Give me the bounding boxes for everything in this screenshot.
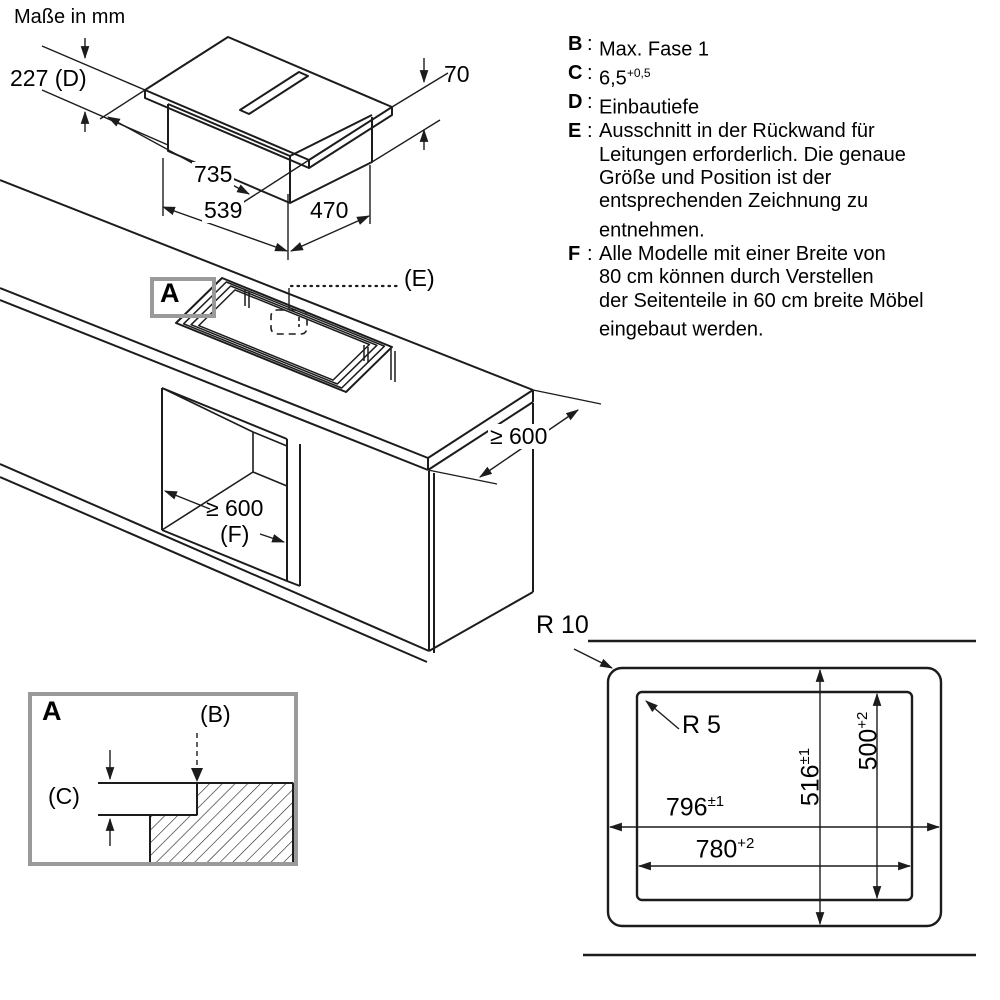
hob-dimension-lines [42,38,448,260]
units-note: Maße in mm [14,6,126,28]
legend-item-b: B : Max. Fase 1 [568,33,710,61]
legend-key: B [568,33,583,55]
dim-cabinet-width-600: ≥ 600 [206,495,264,521]
legend-item-c: C : $6,5^{+0,5}$ [568,62,651,90]
legend-key: F [568,242,581,265]
chamfer-label-b: (B) [200,701,231,727]
detail-a-title: A [42,696,62,726]
counter-isometric-drawing [0,180,601,662]
legend-key: D [568,91,583,114]
legend-text: Alle Modelle mit einer Breite von 80 cm können durch Verstellen der Seitenteile in 60 cm breite Möbel eingebaut werden. [599,242,924,341]
rear-cutout-ref-label: (E) [404,265,435,291]
dim-glass-width-735: 735 [194,161,233,187]
legend-text: Ausschnitt in der Rückwand für Leitungen erforderlich. Die genaue Größe und Position ist der entsprechenden Zeichnung zu entnehmen. [599,120,906,242]
dim-body-height-70: 70 [444,61,470,87]
detail-marker-label: A [160,278,180,308]
dim-cutout-width-780: $780^{+2}$ [695,835,755,864]
plinth-lines [0,464,429,662]
legend-key: E [568,120,582,143]
hob-vent-slot [240,72,308,114]
legend-key: C [568,62,583,85]
hob-isometric-drawing [42,37,448,260]
dim-body-depth-470: 470 [310,197,349,223]
cutout-dimension-lines [574,649,939,924]
radius-inner-label: R 5 [682,711,721,739]
hob-body-box [168,104,372,203]
cabinet-width-ref-label: (F) [220,521,250,547]
step-label-c: (C) [48,783,80,809]
radius-outer-label: R 10 [536,611,589,639]
dim-install-depth-227: 227 (D) [10,65,87,91]
dim-cutout-depth-500: $500^{+2}$ [854,711,883,771]
legend-item-f: F : Alle Modelle mit einer Breite von 80 cm können durch Verstellen der Seitenteile in 60 cm breite Möbel eingebaut werden. [568,242,924,341]
detail-a-box [28,692,298,866]
legend-item-d: D : Einbautiefe [568,91,700,119]
dim-cutout-width-796: $796^{\pm 1}$ [665,793,725,822]
legend-item-e: E : Ausschnitt in der Rückwand für Leitungen erforderlich. Die genaue Größe und Position ist der entsprechenden Zeichnung zu entnehmen. [568,120,906,242]
dim-cutout-depth-516: $516^{\pm 1}$ [796,747,825,807]
legend-block [568,33,924,342]
legend-text: Max. Fase 1 [599,38,710,61]
legend-text: $6,5^{+0,5}$ [599,66,651,90]
legend-text: Einbautiefe [599,96,700,119]
rear-wall-cutout-annotation [271,286,398,334]
dim-body-width-539: 539 [204,197,243,223]
dim-worktop-depth-600: ≥ 600 [490,423,548,449]
worktop-back-edge [0,180,533,390]
